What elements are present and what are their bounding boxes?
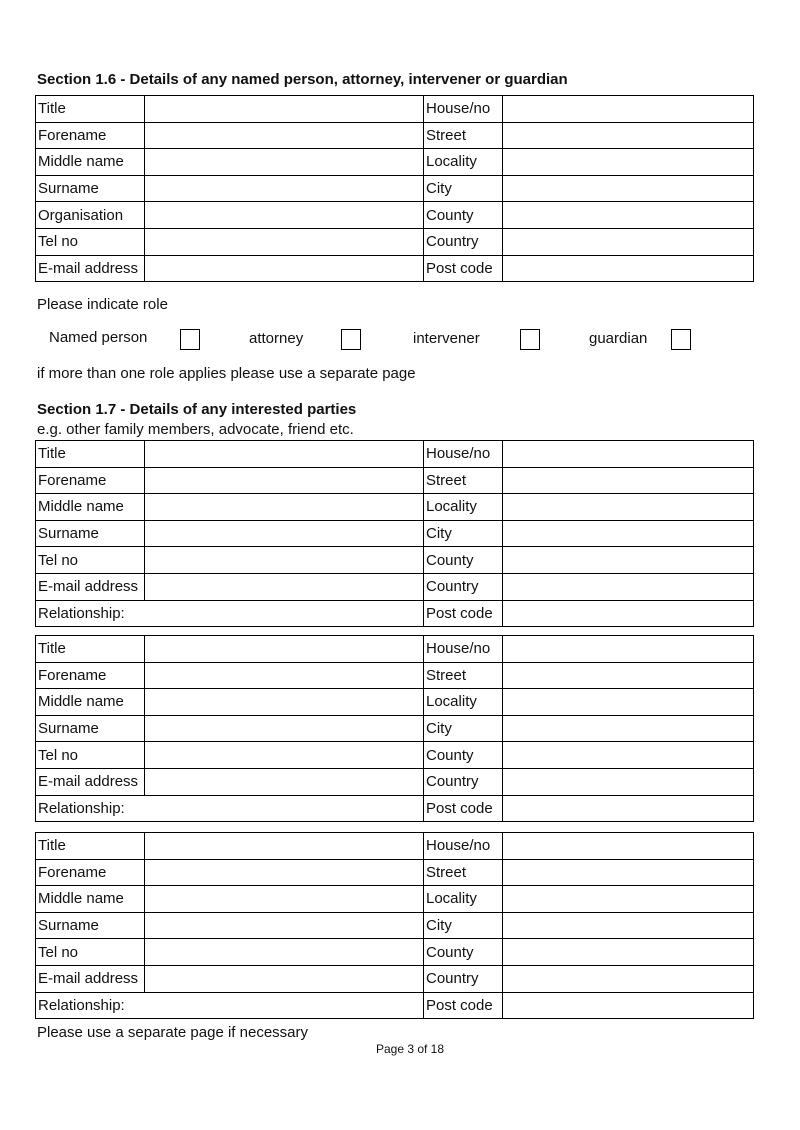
tel-no-field[interactable] [145,939,424,966]
intervener-checkbox[interactable] [520,329,540,350]
email-label: E-mail address [36,768,145,795]
city-label: City [424,912,503,939]
house-no-label: House/no [424,833,503,860]
title-label: Title [36,441,145,468]
surname-label: Surname [36,715,145,742]
surname-field[interactable] [145,175,424,202]
title-field[interactable] [145,636,424,663]
relationship-field[interactable]: Relationship: [36,600,424,627]
organisation-field[interactable] [145,202,424,229]
middle-name-label: Middle name [36,149,145,176]
house-no-field[interactable] [503,441,754,468]
county-field[interactable] [503,939,754,966]
surname-label: Surname [36,175,145,202]
locality-label: Locality [424,689,503,716]
table-row [36,600,754,627]
post-code-label: Post code [424,992,503,1019]
middle-name-field[interactable] [145,886,424,913]
locality-field[interactable] [503,689,754,716]
email-label: E-mail address [36,573,145,600]
city-field[interactable] [503,715,754,742]
forename-label: Forename [36,467,145,494]
surname-label: Surname [36,520,145,547]
post-code-label: Post code [424,255,503,282]
table-row [36,859,754,886]
post-code-label: Post code [424,795,503,822]
county-field[interactable] [503,742,754,769]
table-row [36,122,754,149]
middle-name-field[interactable] [145,149,424,176]
city-field[interactable] [503,175,754,202]
title-field[interactable] [145,96,424,123]
title-label: Title [36,96,145,123]
city-field[interactable] [503,520,754,547]
table-row [36,573,754,600]
relationship-field[interactable]: Relationship: [36,992,424,1019]
middle-name-label: Middle name [36,689,145,716]
county-field[interactable] [503,547,754,574]
guardian-checkbox[interactable] [671,329,691,350]
locality-label: Locality [424,149,503,176]
section-1-6-heading: Section 1.6 - Details of any named person, attorney, intervener or guardian [37,71,568,88]
table-row [36,833,754,860]
street-label: Street [424,662,503,689]
tel-no-label: Tel no [36,228,145,255]
country-field[interactable] [503,228,754,255]
forename-label: Forename [36,122,145,149]
post-code-label: Post code [424,600,503,627]
tel-no-field[interactable] [145,547,424,574]
table-row [36,441,754,468]
street-field[interactable] [503,662,754,689]
attorney-checkbox[interactable] [341,329,361,350]
forename-label: Forename [36,859,145,886]
middle-name-label: Middle name [36,494,145,521]
post-code-field[interactable] [503,795,754,822]
county-field[interactable] [503,202,754,229]
role-prompt: Please indicate role [37,296,168,313]
title-field[interactable] [145,441,424,468]
table-row [36,202,754,229]
table-row [36,662,754,689]
locality-label: Locality [424,494,503,521]
country-label: Country [424,768,503,795]
post-code-field[interactable] [503,600,754,627]
email-label: E-mail address [36,255,145,282]
table-row [36,149,754,176]
county-label: County [424,202,503,229]
named-person-checkbox[interactable] [180,329,200,350]
role-label-attorney: attorney [249,330,304,347]
tel-no-field[interactable] [145,228,424,255]
country-field[interactable] [503,965,754,992]
section-1-7-subheading: e.g. other family members, advocate, friend etc. [37,421,354,438]
table-row [36,768,754,795]
email-field[interactable] [145,573,424,600]
tel-no-label: Tel no [36,547,145,574]
city-label: City [424,715,503,742]
county-label: County [424,742,503,769]
table-row [36,689,754,716]
tel-no-field[interactable] [145,742,424,769]
table-row [36,467,754,494]
surname-label: Surname [36,912,145,939]
interested-party-table-2 [35,635,754,822]
locality-label: Locality [424,886,503,913]
locality-field[interactable] [503,494,754,521]
street-label: Street [424,122,503,149]
title-field[interactable] [145,833,424,860]
footer-note: Please use a separate page if necessary [37,1024,309,1041]
forename-field[interactable] [145,662,424,689]
house-no-field[interactable] [503,96,754,123]
role-label-intervener: intervener [413,330,480,347]
email-field[interactable] [145,965,424,992]
house-no-label: House/no [424,441,503,468]
table-row [36,228,754,255]
country-label: Country [424,965,503,992]
title-label: Title [36,833,145,860]
table-row [36,547,754,574]
country-field[interactable] [503,573,754,600]
table-row [36,255,754,282]
middle-name-field[interactable] [145,494,424,521]
email-label: E-mail address [36,965,145,992]
tel-no-label: Tel no [36,939,145,966]
city-label: City [424,520,503,547]
country-label: Country [424,573,503,600]
table-row [36,636,754,663]
locality-field[interactable] [503,886,754,913]
table-row [36,939,754,966]
street-label: Street [424,859,503,886]
page-number: Page 3 of 18 [375,1042,445,1056]
country-field[interactable] [503,768,754,795]
table-row [36,742,754,769]
table-row [36,715,754,742]
email-field[interactable] [145,768,424,795]
middle-name-label: Middle name [36,886,145,913]
house-no-label: House/no [424,636,503,663]
table-row [36,965,754,992]
named-person-table [35,95,754,282]
country-label: Country [424,228,503,255]
surname-field[interactable] [145,912,424,939]
middle-name-field[interactable] [145,689,424,716]
street-field[interactable] [503,122,754,149]
table-row [36,494,754,521]
title-label: Title [36,636,145,663]
forename-field[interactable] [145,467,424,494]
city-field[interactable] [503,912,754,939]
table-row [36,520,754,547]
street-label: Street [424,467,503,494]
organisation-label: Organisation [36,202,145,229]
role-note: if more than one role applies please use a separate page [37,365,416,382]
email-field[interactable] [145,255,424,282]
post-code-field[interactable] [503,992,754,1019]
street-field[interactable] [503,859,754,886]
section-1-7-heading: Section 1.7 - Details of any interested parties [37,401,357,418]
table-row [36,175,754,202]
table-row [36,912,754,939]
table-row [36,96,754,123]
house-no-field[interactable] [503,833,754,860]
locality-field[interactable] [503,149,754,176]
forename-field[interactable] [145,859,424,886]
county-label: County [424,939,503,966]
tel-no-label: Tel no [36,742,145,769]
street-field[interactable] [503,467,754,494]
county-label: County [424,547,503,574]
relationship-field[interactable]: Relationship: [36,795,424,822]
city-label: City [424,175,503,202]
interested-party-table-1 [35,440,754,627]
surname-field[interactable] [145,520,424,547]
forename-label: Forename [36,662,145,689]
role-options [0,325,800,355]
house-no-label: House/no [424,96,503,123]
interested-party-table-3 [35,832,754,1019]
role-label-guardian: guardian [589,330,648,347]
house-no-field[interactable] [503,636,754,663]
table-row [36,992,754,1019]
post-code-field[interactable] [503,255,754,282]
table-row [36,886,754,913]
forename-field[interactable] [145,122,424,149]
role-label-named-person: Named person [49,329,148,346]
table-row [36,795,754,822]
surname-field[interactable] [145,715,424,742]
